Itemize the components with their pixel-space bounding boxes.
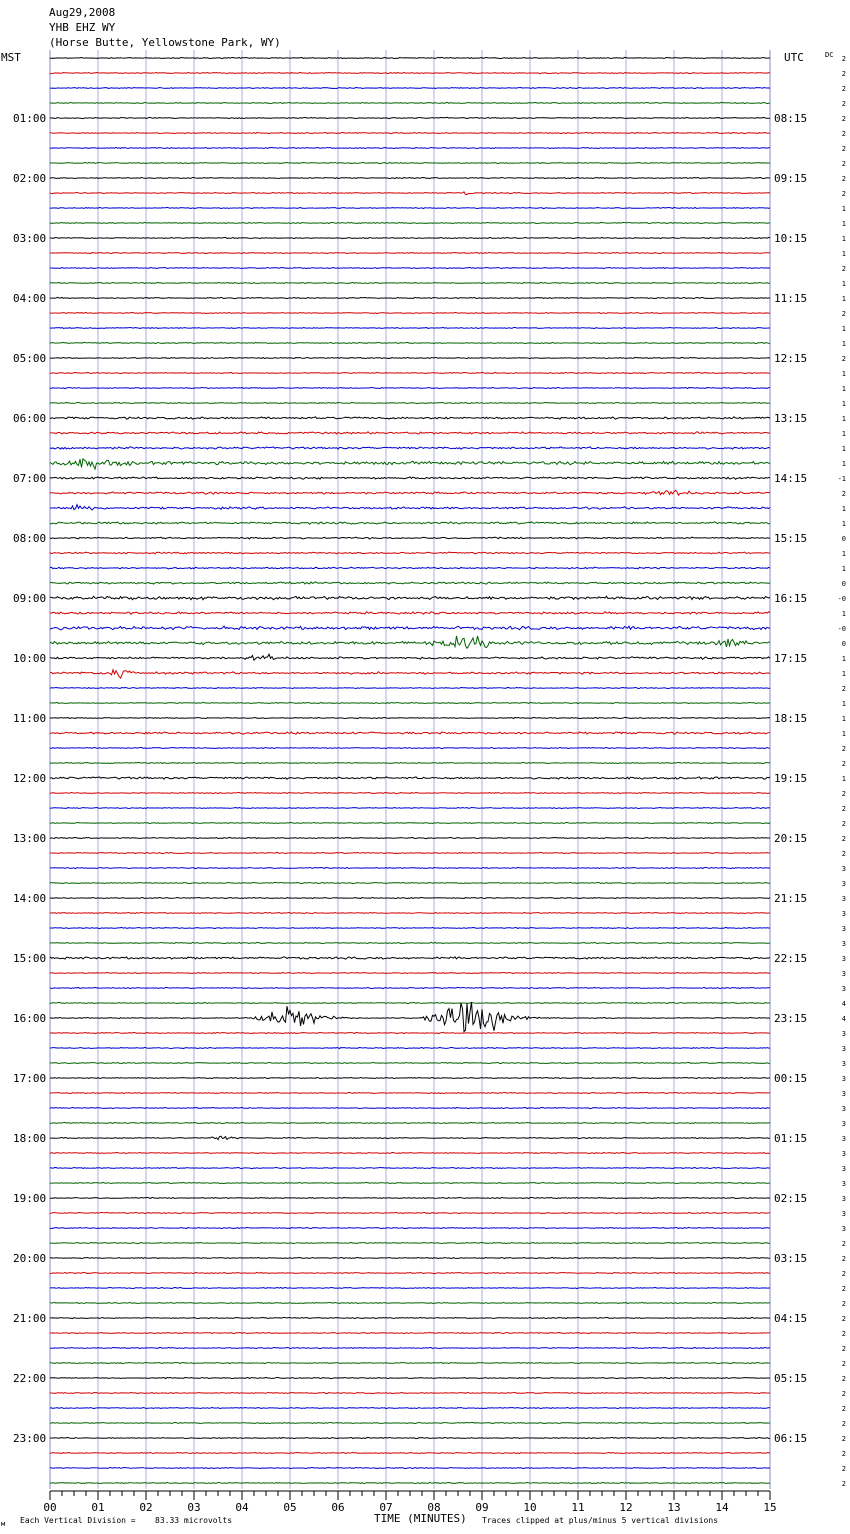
- trace-78: [50, 1227, 770, 1228]
- dc-offset: 2: [841, 805, 846, 813]
- trace-32: [50, 537, 770, 539]
- trace-31: [50, 522, 770, 524]
- dc-offset: 3: [841, 1180, 846, 1188]
- trace-90: [50, 1407, 770, 1408]
- left-hour-label: 22:00: [13, 1372, 47, 1385]
- dc-offset: 3: [841, 1210, 846, 1218]
- x-tick-label: 14: [715, 1501, 729, 1514]
- header-station: YHB EHZ WY: [49, 21, 116, 34]
- trace-87: [50, 1362, 770, 1363]
- dc-offset: 1: [841, 715, 846, 723]
- trace-11: [50, 222, 770, 223]
- trace-23: [50, 402, 770, 403]
- dc-offset: 3: [841, 985, 846, 993]
- trace-63: [50, 1002, 770, 1003]
- dc-offset: 1: [841, 205, 846, 213]
- trace-70: [50, 1107, 770, 1108]
- dc-offset: 3: [841, 910, 846, 918]
- trace-17: [50, 312, 770, 313]
- right-hour-label: 19:15: [774, 772, 808, 785]
- dc-offset: 2: [841, 100, 846, 108]
- dc-offset: 2: [841, 850, 846, 858]
- dc-offset: 1: [841, 325, 846, 333]
- dc-offset: 3: [841, 895, 846, 903]
- left-hour-label: 16:00: [13, 1012, 47, 1025]
- trace-62: [50, 987, 770, 988]
- trace-21: [50, 372, 770, 373]
- trace-74: [50, 1167, 770, 1168]
- right-hour-label: 20:15: [774, 832, 808, 845]
- trace-20: [50, 357, 770, 358]
- dc-offset: 1: [841, 505, 846, 513]
- dc-offset: 3: [841, 955, 846, 963]
- scale-prefix: Each Vertical Division =: [20, 1516, 136, 1525]
- dc-offset: 2: [841, 745, 846, 753]
- trace-30: [50, 505, 770, 510]
- trace-59: [50, 942, 770, 943]
- dc-offset: 1: [841, 280, 846, 288]
- dc-offset: 1: [841, 670, 846, 678]
- left-hour-label: 11:00: [13, 712, 47, 725]
- trace-57: [50, 912, 770, 913]
- dc-offset: 2: [841, 1420, 846, 1428]
- left-hour-label: 20:00: [13, 1252, 47, 1265]
- trace-45: [50, 732, 770, 734]
- trace-5: [50, 132, 770, 133]
- trace-66: [50, 1047, 770, 1048]
- dc-offset: 2: [841, 1375, 846, 1383]
- dc-offset: 0: [841, 640, 846, 648]
- left-hour-label: 13:00: [13, 832, 47, 845]
- trace-93: [50, 1452, 770, 1453]
- dc-offset: 1: [841, 220, 846, 228]
- right-hour-label: 08:15: [774, 112, 808, 125]
- trace-72: [50, 1136, 770, 1139]
- trace-54: [50, 867, 770, 868]
- dc-offset: 1: [841, 295, 846, 303]
- right-hour-label: 10:15: [774, 232, 808, 245]
- x-axis: [43, 1491, 776, 1514]
- trace-33: [50, 552, 770, 554]
- dc-offset: 2: [841, 70, 846, 78]
- dc-offset: 1: [841, 250, 846, 258]
- x-tick-label: 01: [91, 1501, 105, 1514]
- dc-offset: 2: [841, 1465, 846, 1473]
- x-axis-title: TIME (MINUTES): [374, 1512, 467, 1525]
- dc-offset: 2: [841, 1270, 846, 1278]
- left-hour-label: 10:00: [13, 652, 47, 665]
- trace-48: [50, 777, 770, 779]
- x-tick-label: 12: [619, 1501, 633, 1514]
- trace-35: [50, 582, 770, 584]
- trace-52: [50, 837, 770, 838]
- dc-offset: 2: [841, 160, 846, 168]
- dc-offset: 0: [841, 535, 846, 543]
- dc-offset: 2: [841, 190, 846, 198]
- dc-offset: 3: [841, 880, 846, 888]
- right-timezone-label: UTC: [784, 51, 804, 64]
- dc-offset: 2: [841, 115, 846, 123]
- dc-offset: 1: [841, 460, 846, 468]
- right-hour-label: 12:15: [774, 352, 808, 365]
- dc-offset: 2: [841, 1240, 846, 1248]
- dc-offset: 4: [841, 1015, 846, 1023]
- left-timezone-label: MST: [1, 51, 21, 64]
- dc-offset: 3: [841, 1225, 846, 1233]
- right-hour-label: 09:15: [774, 172, 808, 185]
- dc-offset: 3: [841, 1075, 846, 1083]
- right-hour-label: 01:15: [774, 1132, 808, 1145]
- trace-10: [50, 207, 770, 208]
- dc-offset: 2: [841, 1330, 846, 1338]
- trace-73: [50, 1152, 770, 1153]
- trace-91: [50, 1422, 770, 1423]
- trace-4: [50, 117, 770, 118]
- dc-offset: -0: [837, 625, 846, 633]
- trace-77: [50, 1212, 770, 1213]
- trace-95: [50, 1482, 770, 1483]
- left-hour-label: 17:00: [13, 1072, 47, 1085]
- header-location: (Horse Butte, Yellowstone Park, WY): [49, 36, 281, 49]
- dc-offset: 2: [841, 1285, 846, 1293]
- trace-1: [50, 72, 770, 73]
- dc-offset: 3: [841, 1150, 846, 1158]
- dc-offset: 2: [841, 835, 846, 843]
- trace-8: [50, 177, 770, 178]
- x-tick-label: 10: [523, 1501, 537, 1514]
- dc-offset: 3: [841, 1090, 846, 1098]
- dc-offset: -1: [837, 475, 846, 483]
- x-tick-label: 06: [331, 1501, 345, 1514]
- trace-16: [50, 297, 770, 298]
- left-hour-label: 15:00: [13, 952, 47, 965]
- dc-offset: 1: [841, 415, 846, 423]
- dc-label: DC: [825, 51, 834, 59]
- dc-offset: 2: [841, 790, 846, 798]
- left-hour-label: 12:00: [13, 772, 47, 785]
- right-hour-label: 04:15: [774, 1312, 808, 1325]
- trace-26: [50, 447, 770, 449]
- dc-offset: 1: [841, 610, 846, 618]
- dc-offset: 3: [841, 1045, 846, 1053]
- trace-22: [50, 387, 770, 388]
- x-tick-label: 13: [667, 1501, 681, 1514]
- right-hour-label: 13:15: [774, 412, 808, 425]
- trace-79: [50, 1242, 770, 1243]
- trace-86: [50, 1347, 770, 1348]
- trace-43: [50, 702, 770, 703]
- trace-25: [50, 432, 770, 434]
- dc-offset: 1: [841, 445, 846, 453]
- trace-50: [50, 807, 770, 808]
- trace-94: [50, 1467, 770, 1468]
- trace-12: [50, 237, 770, 238]
- dc-offset: 2: [841, 145, 846, 153]
- dc-offset: 2: [841, 265, 846, 273]
- dc-offset: 3: [841, 1135, 846, 1143]
- right-hour-label: 03:15: [774, 1252, 808, 1265]
- trace-34: [50, 567, 770, 569]
- trace-47: [50, 762, 770, 763]
- dc-offset: 2: [841, 1360, 846, 1368]
- trace-85: [50, 1332, 770, 1333]
- trace-65: [50, 1032, 770, 1033]
- trace-0: [50, 57, 770, 58]
- left-hour-label: 09:00: [13, 592, 47, 605]
- dc-offset: 2: [841, 1390, 846, 1398]
- right-hour-label: 16:15: [774, 592, 808, 605]
- dc-offset: -0: [837, 595, 846, 603]
- dc-offset: 2: [841, 1435, 846, 1443]
- dc-offset: 3: [841, 865, 846, 873]
- trace-53: [50, 852, 770, 853]
- dc-offset: 2: [841, 1315, 846, 1323]
- right-hour-label: 21:15: [774, 892, 808, 905]
- x-tick-label: 03: [187, 1501, 201, 1514]
- left-hour-label: 04:00: [13, 292, 47, 305]
- trace-88: [50, 1377, 770, 1378]
- x-tick-label: 15: [763, 1501, 777, 1514]
- dc-offset: 3: [841, 1030, 846, 1038]
- x-tick-label: 04: [235, 1501, 249, 1514]
- dc-offset: 1: [841, 730, 846, 738]
- trace-80: [50, 1257, 770, 1258]
- dc-offset: 2: [841, 760, 846, 768]
- trace-55: [50, 882, 770, 883]
- trace-29: [50, 490, 770, 495]
- clip-note: Traces clipped at plus/minus 5 vertical divisions: [482, 1516, 719, 1525]
- trace-92: [50, 1437, 770, 1438]
- trace-15: [50, 282, 770, 283]
- trace-7: [50, 162, 770, 163]
- right-hour-label: 22:15: [774, 952, 808, 965]
- trace-71: [50, 1122, 770, 1123]
- dc-offset: 1: [841, 565, 846, 573]
- x-tick-label: 02: [139, 1501, 153, 1514]
- trace-82: [50, 1287, 770, 1288]
- trace-40: [50, 654, 770, 660]
- header-date: Aug29,2008: [49, 6, 116, 19]
- x-tick-label: 11: [571, 1501, 585, 1514]
- dc-offset: 2: [841, 1450, 846, 1458]
- dc-offset: 2: [841, 1255, 846, 1263]
- dc-offset: 2: [841, 1480, 846, 1488]
- trace-18: [50, 327, 770, 328]
- trace-19: [50, 342, 770, 343]
- trace-37: [50, 612, 770, 615]
- dc-offset: 2: [841, 820, 846, 828]
- trace-61: [50, 972, 770, 973]
- x-tick-label: 07: [379, 1501, 393, 1514]
- right-hour-label: 11:15: [774, 292, 808, 305]
- left-hour-label: 01:00: [13, 112, 47, 125]
- left-hour-label: 02:00: [13, 172, 47, 185]
- left-hour-label: 21:00: [13, 1312, 47, 1325]
- dc-offset: 3: [841, 1060, 846, 1068]
- left-hour-label: 23:00: [13, 1432, 47, 1445]
- left-hour-label: 14:00: [13, 892, 47, 905]
- dc-offset: 3: [841, 1195, 846, 1203]
- trace-41: [50, 670, 770, 678]
- trace-39: [50, 636, 770, 648]
- trace-44: [50, 717, 770, 718]
- dc-offset: 1: [841, 700, 846, 708]
- right-hour-label: 17:15: [774, 652, 808, 665]
- dc-offset: 1: [841, 385, 846, 393]
- dc-offset: 2: [841, 490, 846, 498]
- trace-56: [50, 897, 770, 898]
- trace-13: [50, 252, 770, 253]
- trace-14: [50, 267, 770, 268]
- trace-60: [50, 957, 770, 959]
- trace-89: [50, 1392, 770, 1393]
- dc-offset: 1: [841, 340, 846, 348]
- dc-offset: 2: [841, 85, 846, 93]
- right-hour-label: 05:15: [774, 1372, 808, 1385]
- dc-offset: 1: [841, 550, 846, 558]
- trace-42: [50, 687, 770, 688]
- right-hour-label: 14:15: [774, 472, 808, 485]
- right-hour-label: 02:15: [774, 1192, 808, 1205]
- dc-offset: 1: [841, 775, 846, 783]
- dc-offset: 2: [841, 310, 846, 318]
- trace-27: [50, 459, 770, 469]
- dc-offset: 2: [841, 1405, 846, 1413]
- right-hour-label: 06:15: [774, 1432, 808, 1445]
- dc-offset: 2: [841, 1345, 846, 1353]
- trace-3: [50, 102, 770, 103]
- trace-75: [50, 1182, 770, 1183]
- dc-offset: 1: [841, 400, 846, 408]
- trace-76: [50, 1197, 770, 1198]
- x-tick-label: 05: [283, 1501, 297, 1514]
- trace-2: [50, 87, 770, 88]
- right-hour-label: 23:15: [774, 1012, 808, 1025]
- dc-offset: 1: [841, 655, 846, 663]
- trace-58: [50, 927, 770, 928]
- dc-offset: 3: [841, 1165, 846, 1173]
- x-tick-label: 00: [43, 1501, 57, 1514]
- trace-46: [50, 747, 770, 748]
- dc-offset: 3: [841, 970, 846, 978]
- x-tick-label: 09: [475, 1501, 489, 1514]
- right-hour-label: 15:15: [774, 532, 808, 545]
- dc-offset: 3: [841, 940, 846, 948]
- left-hour-label: 06:00: [13, 412, 47, 425]
- trace-24: [50, 417, 770, 420]
- trace-6: [50, 147, 770, 148]
- trace-69: [50, 1092, 770, 1093]
- dc-offset: 2: [841, 1300, 846, 1308]
- right-hour-label: 00:15: [774, 1072, 808, 1085]
- left-hour-label: 19:00: [13, 1192, 47, 1205]
- dc-offset: 4: [841, 1000, 846, 1008]
- dc-offset: 2: [841, 685, 846, 693]
- trace-9: [50, 192, 770, 195]
- scale-value: 83.33 microvolts: [155, 1516, 233, 1525]
- x-tick-label: 08: [427, 1501, 441, 1514]
- right-hour-label: 18:15: [774, 712, 808, 725]
- trace-28: [50, 477, 770, 479]
- trace-36: [50, 596, 770, 600]
- dc-offset: 3: [841, 925, 846, 933]
- left-hour-label: 03:00: [13, 232, 47, 245]
- dc-offset: 1: [841, 370, 846, 378]
- left-hour-label: 08:00: [13, 532, 47, 545]
- trace-49: [50, 792, 770, 793]
- trace-83: [50, 1302, 770, 1303]
- dc-offset: 3: [841, 1105, 846, 1113]
- left-hour-label: 18:00: [13, 1132, 47, 1145]
- dc-offset: 2: [841, 355, 846, 363]
- dc-offset: 2: [841, 130, 846, 138]
- trace-84: [50, 1317, 770, 1318]
- left-hour-label: 05:00: [13, 352, 47, 365]
- trace-group: [50, 57, 770, 1483]
- dc-offset: 1: [841, 235, 846, 243]
- corner-mark: м: [1, 1520, 6, 1528]
- trace-38: [50, 626, 770, 630]
- trace-68: [50, 1077, 770, 1078]
- dc-offset: 2: [841, 55, 846, 63]
- trace-67: [50, 1062, 770, 1063]
- left-hour-label: 07:00: [13, 472, 47, 485]
- trace-51: [50, 822, 770, 823]
- dc-offset: 1: [841, 520, 846, 528]
- dc-offset-labels: [838, 55, 846, 1488]
- dc-offset: 1: [841, 430, 846, 438]
- trace-64: [50, 1002, 770, 1032]
- dc-offset: 0: [841, 580, 846, 588]
- dc-offset: 3: [841, 1120, 846, 1128]
- dc-offset: 2: [841, 175, 846, 183]
- trace-81: [50, 1272, 770, 1273]
